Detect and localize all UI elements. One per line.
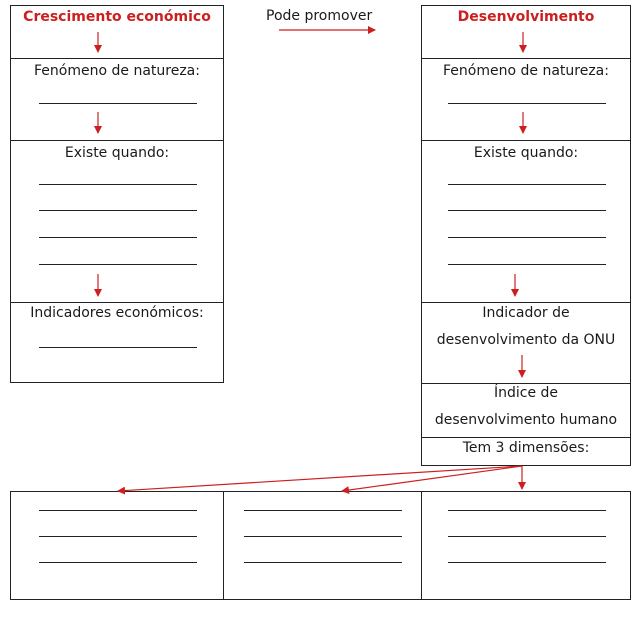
arrow-diagonal-icon [342, 466, 522, 491]
right-onu-line1: Indicador de [482, 305, 570, 321]
left-indicators-label: Indicadores económicos: [30, 305, 204, 321]
connector-label: Pode promover [266, 8, 373, 24]
arrow-diagonal-icon [118, 466, 522, 491]
left-exists-label: Existe quando: [64, 145, 170, 161]
right-nature-label: Fenómeno de natureza: [443, 63, 609, 79]
left-nature-label: Fenómeno de natureza: [34, 63, 200, 79]
right-exists-label: Existe quando: [473, 145, 579, 161]
right-title: Desenvolvimento [457, 9, 595, 25]
right-onu-line2: desenvolvimento da ONU [436, 332, 616, 348]
right-idh-line1: Índice de [493, 385, 559, 401]
left-title: Crescimento económico [23, 9, 211, 25]
right-dimensions-label: Tem 3 dimensões: [462, 440, 590, 456]
right-idh-line2: desenvolvimento humano [434, 412, 618, 428]
